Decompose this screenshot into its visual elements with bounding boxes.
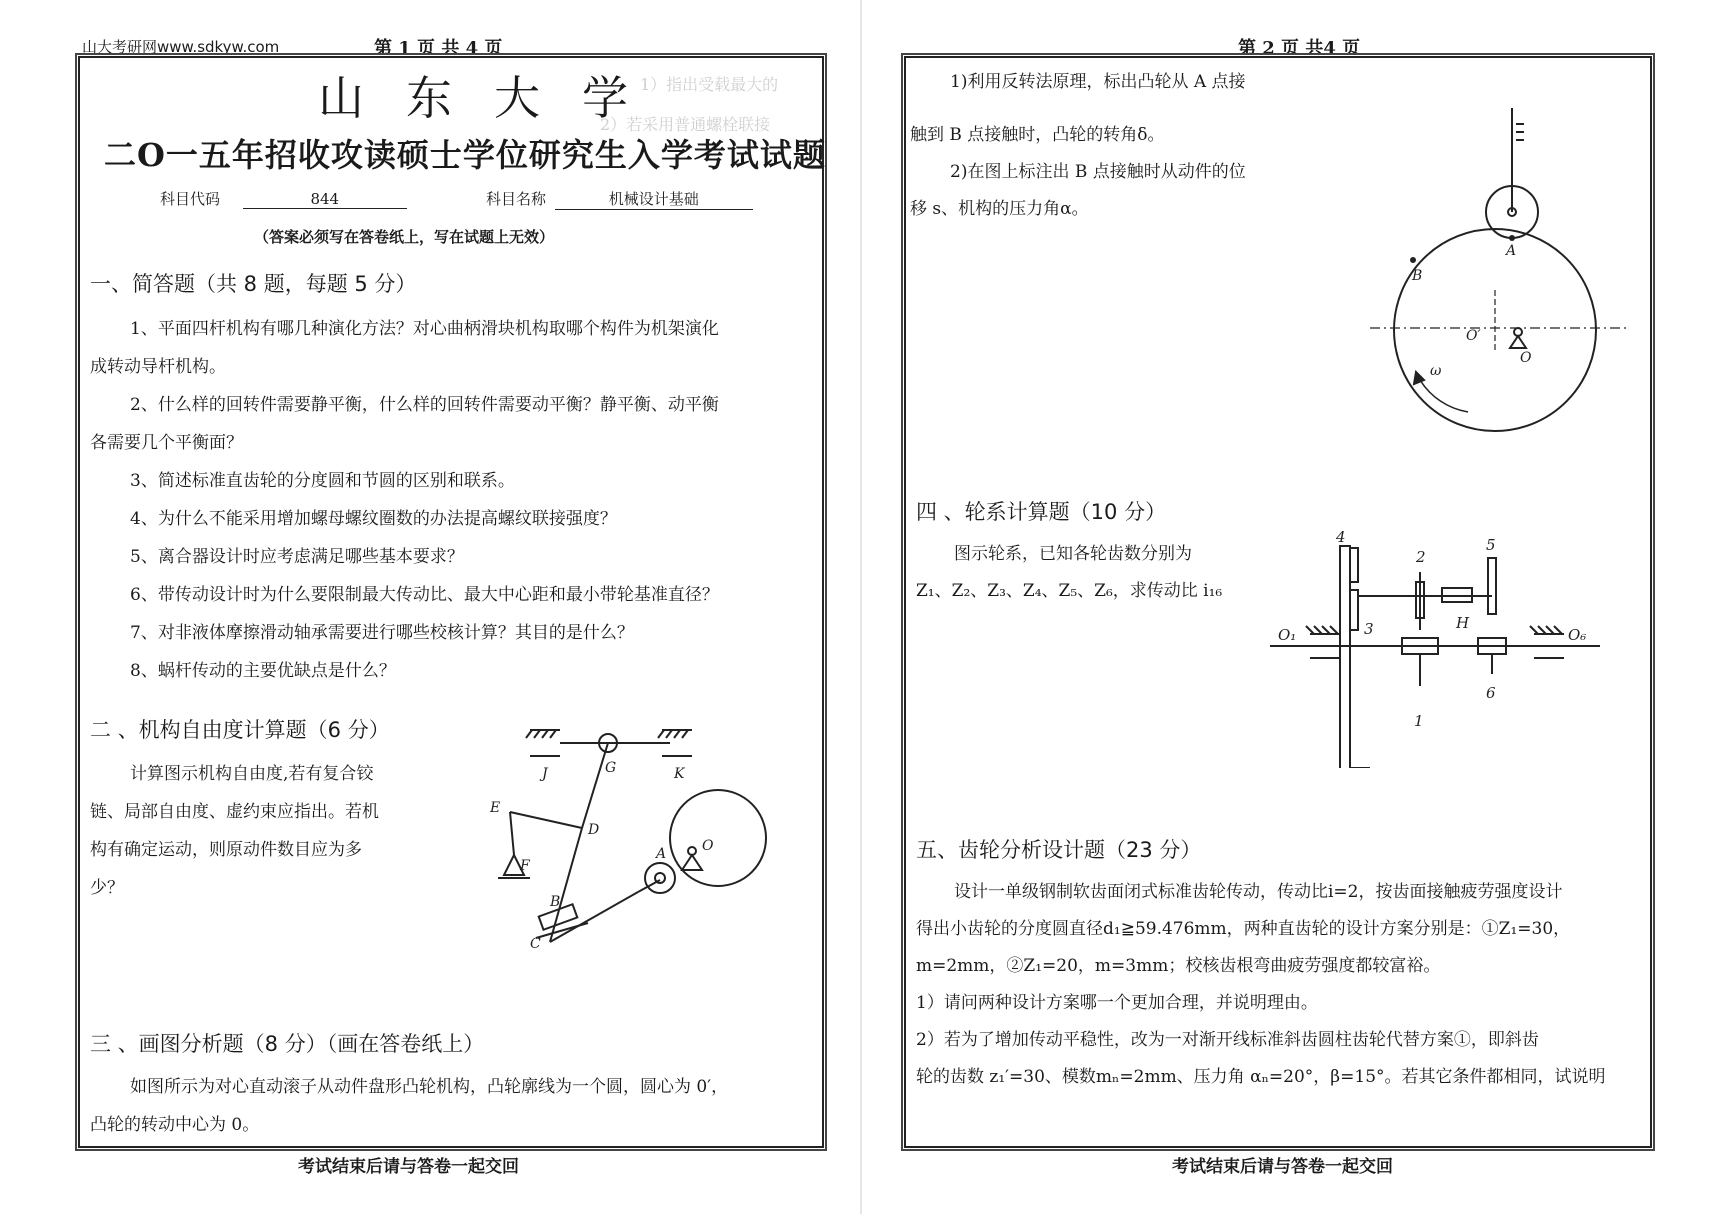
gear-label-6: 6	[1486, 684, 1496, 702]
page-number-2: 第 2 页 共4 页	[1238, 38, 1361, 59]
gear-train-figure	[1270, 528, 1600, 768]
cam-label-A: A	[1506, 243, 1517, 259]
section4-title: 四 、轮系计算题（10 分）	[916, 500, 1167, 524]
sec2-line3: 构有确定运动，则原动件数目应为多	[90, 840, 362, 860]
q2-line1: 2、什么样的回转件需要静平衡，什么样的回转件需要动平衡？静平衡、动平衡	[130, 395, 719, 415]
cam-label-O: O	[1520, 350, 1532, 366]
gear-label-O6: O₆	[1568, 626, 1587, 644]
cam-label-omega: ω	[1430, 363, 1442, 379]
page-divider	[860, 0, 862, 1214]
section4-body	[916, 536, 1316, 610]
gear-label-4: 4	[1336, 528, 1346, 546]
cam-figure	[1360, 100, 1640, 450]
label-C: C	[530, 936, 541, 952]
sec2-line2: 链、局部自由度、虚约束应指出。若机	[90, 802, 379, 822]
exam-title: 二O一五年招收攻读硕士学位研究生入学考试试题	[104, 136, 826, 174]
bleed-through: 2）若采用普通螺栓联接	[600, 115, 771, 134]
q7: 7、对非液体摩擦滑动轴承需要进行哪些校核计算？其目的是什么？	[130, 623, 634, 643]
label-J: J	[542, 766, 548, 782]
q2-line2: 各需要几个平衡面？	[90, 433, 243, 453]
sec4-line2: Z₁、Z₂、Z₃、Z₄、Z₅、Z₆，求传动比 i₁₆	[916, 581, 1223, 601]
s5-line3: m=2mm，②Z₁=20，m=3mm；校核齿根弯曲疲劳强度都较富裕。	[916, 956, 1441, 976]
q4: 4、为什么不能采用增加螺母螺纹圈数的办法提高螺纹联接强度？	[130, 509, 617, 529]
section2-body	[90, 755, 430, 907]
answer-notice: （答案必须写在答卷纸上，写在试题上无效）	[254, 228, 555, 246]
s5-line2: 得出小齿轮的分度圆直径d₁≧59.476mm，两种直齿轮的设计方案分别是：①Z₁=30，	[916, 919, 1571, 939]
sec2-line4: 少？	[90, 878, 124, 898]
section3-title: 三 、画图分析题（8 分）（画在答卷纸上）	[90, 1032, 485, 1056]
gear-label-1: 1	[1414, 712, 1424, 730]
subject-code-label: 科目代码	[160, 190, 221, 208]
section3-questions	[910, 64, 1344, 228]
q3: 3、简述标准直齿轮的分度圆和节圆的区别和联系。	[130, 471, 515, 491]
label-E: E	[490, 800, 501, 816]
label-G: G	[605, 760, 617, 776]
bleed-through: 1）指出受载最大的	[640, 75, 779, 94]
cam-label-B: B	[1412, 268, 1423, 284]
gear-label-H: H	[1456, 614, 1470, 632]
subject-name-label: 科目名称	[486, 190, 547, 208]
section2-title: 二 、机构自由度计算题（6 分）	[90, 718, 390, 742]
gear-label-2: 2	[1416, 548, 1426, 566]
gear-label-5: 5	[1486, 536, 1496, 554]
footer-note-2: 考试结束后请与答卷一起交回	[1172, 1157, 1393, 1177]
section3-body	[90, 1068, 818, 1144]
label-K: K	[674, 766, 685, 782]
s5-line4: 1）请问两种设计方案哪一个更加合理，并说明理由。	[916, 993, 1318, 1013]
sec3-line1: 如图所示为对心直动滚子从动件盘形凸轮机构，凸轮廓线为一个圆，圆心为 0′，	[130, 1077, 729, 1097]
section1-body	[90, 310, 818, 690]
subject-name-value: 机械设计基础	[555, 188, 753, 210]
label-F: F	[520, 858, 530, 874]
gear-label-O1: O₁	[1278, 626, 1297, 644]
s3-q2-line1: 2)在图上标注出 B 点接触时从动件的位	[950, 162, 1246, 182]
s5-line1: 设计一单级钢制软齿面闭式标准齿轮传动，传动比i=2，按齿面接触疲劳强度设计	[954, 882, 1563, 902]
school-name: 山东大学	[318, 71, 670, 125]
subject-code-value: 844	[243, 190, 407, 209]
label-A: A	[656, 846, 667, 862]
sec2-line1: 计算图示机构自由度,若有复合铰	[130, 764, 374, 784]
q1-line1: 1、平面四杆机构有哪几种演化方法？对心曲柄滑块机构取哪个构件为机架演化	[130, 319, 719, 339]
page-number: 第 1 页 共 4 页	[374, 38, 503, 59]
sec4-line1: 图示轮系，已知各轮齿数分别为	[954, 544, 1192, 564]
subject-code	[160, 188, 407, 209]
gear-label-3: 3	[1364, 620, 1374, 638]
q1-line2: 成转动导杆机构。	[90, 357, 226, 377]
section1-title: 一、简答题（共 8 题，每题 5 分）	[90, 272, 417, 296]
label-O: O	[702, 838, 714, 854]
s3-q1-line1: 1)利用反转法原理，标出凸轮从 A 点接	[950, 72, 1246, 92]
q5: 5、离合器设计时应考虑满足哪些基本要求？	[130, 547, 464, 567]
footer-note: 考试结束后请与答卷一起交回	[298, 1157, 519, 1177]
site-name: 山大考研网www.sdkyw.com	[82, 38, 280, 56]
label-B: B	[550, 894, 561, 910]
subject-name	[486, 188, 753, 210]
mechanism-figure	[470, 720, 810, 970]
q6: 6、带传动设计时为什么要限制最大传动比、最大中心距和最小带轮基准直径？	[130, 585, 719, 605]
s5-line5: 2）若为了增加传动平稳性，改为一对渐开线标准斜齿圆柱齿轮代替方案①，即斜齿	[916, 1030, 1539, 1050]
label-D: D	[588, 822, 600, 838]
s3-q1-line2: 触到 B 点接触时，凸轮的转角δ。	[910, 125, 1165, 145]
section5-title: 五、齿轮分析设计题（23 分）	[916, 838, 1202, 862]
cam-label-O-prime: O′	[1466, 328, 1481, 344]
q8: 8、蜗杆传动的主要优缺点是什么？	[130, 661, 396, 681]
s5-line6: 轮的齿数 z₁′=30、模数mₙ=2mm、压力角 αₙ=20°，β=15°。若其它条件都相同，试说明	[916, 1067, 1606, 1087]
sec3-line2: 凸轮的转动中心为 0。	[90, 1115, 260, 1135]
section5-body	[916, 874, 1644, 1096]
s3-q2-line2: 移 s、机构的压力角α。	[910, 199, 1089, 219]
